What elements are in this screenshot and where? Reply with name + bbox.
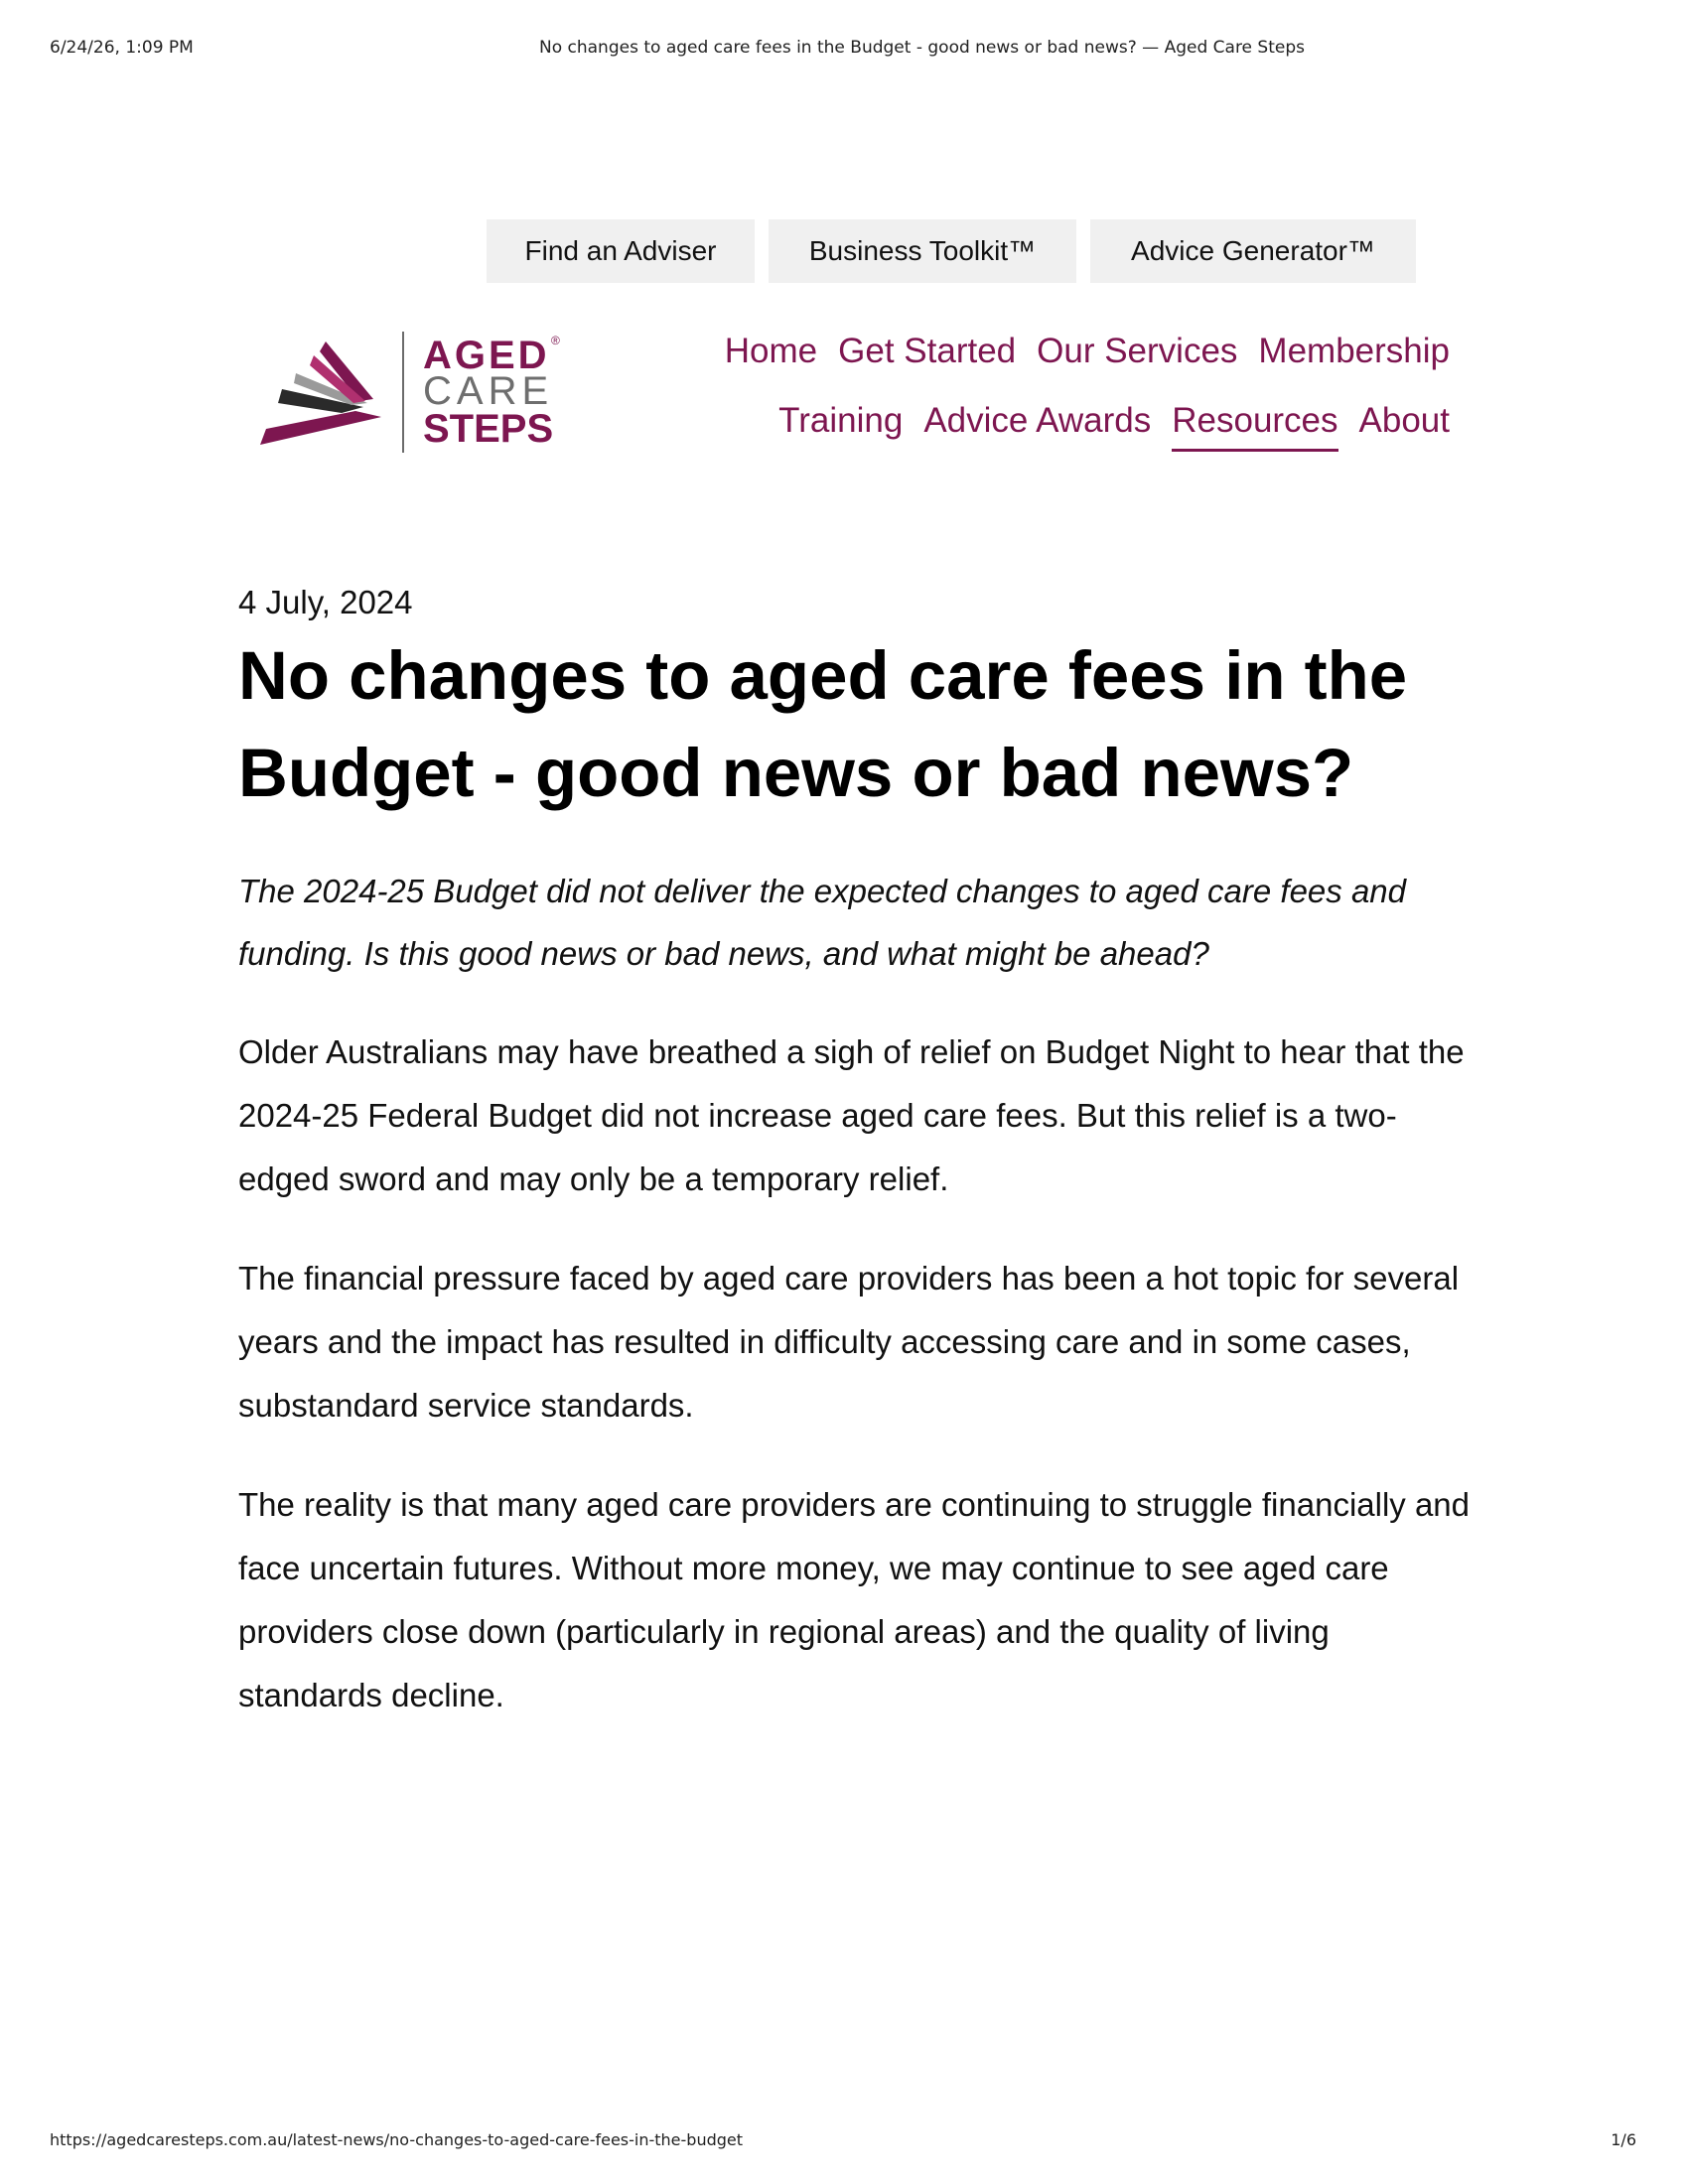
nav-item-our-services[interactable]: Our Services [1037, 332, 1238, 370]
print-page-number: 1/6 [1611, 2130, 1636, 2149]
article-date: 4 July, 2024 [238, 584, 413, 620]
nav-item-training[interactable]: Training [778, 401, 904, 440]
nav-item-advice-awards[interactable]: Advice Awards [923, 401, 1152, 440]
advice-generator-button[interactable]: Advice Generator™ [1090, 219, 1416, 283]
utility-bar [487, 219, 1416, 283]
nav-item-about[interactable]: About [1358, 401, 1450, 440]
print-datetime: 6/24/26, 1:09 PM [50, 38, 194, 58]
find-adviser-button[interactable]: Find an Adviser [487, 219, 755, 283]
logo-steps-icon [256, 338, 385, 447]
main-nav-row-2 [635, 401, 1450, 452]
main-nav [635, 332, 1450, 452]
article-paragraph-2: The financial pressure faced by aged care providers has been a hot topic for several years and the impact has resulted in difficulty accessing care and in some cases, substandard service standards. [238, 1260, 1460, 1424]
nav-item-resources[interactable]: Resources [1172, 401, 1337, 452]
logo-word-care: CARE [423, 369, 554, 413]
site-logo[interactable] [256, 328, 574, 457]
logo-word-steps: STEPS [423, 407, 554, 451]
nav-item-get-started[interactable]: Get Started [838, 332, 1017, 370]
article-paragraph-3: The reality is that many aged care providers are continuing to struggle financially and face uncertain futures. Without more money, we may continue to see aged care providers close down (particularly in regional areas) and the quality of living standards decline. [238, 1486, 1471, 1713]
print-header [0, 38, 1688, 62]
article-lede: The 2024-25 Budget did not deliver the expected changes to aged care fees and funding. Is this good news or bad news, and what might be ahead? [238, 873, 1407, 972]
print-page-title: No changes to aged care fees in the Budget - good news or bad news? — Aged Care Steps [539, 38, 1305, 58]
print-url: https://agedcaresteps.com.au/latest-news/no-changes-to-aged-care-fees-in-the-budget [50, 2130, 744, 2149]
logo-registered-mark: ® [551, 334, 560, 347]
logo-divider [402, 332, 404, 453]
nav-item-membership[interactable]: Membership [1258, 332, 1450, 370]
article [238, 584, 1470, 1727]
nav-item-home[interactable]: Home [724, 332, 818, 370]
article-title: No changes to aged care fees in the Budget - good news or bad news? [238, 637, 1408, 811]
logo-word-aged: AGED [423, 334, 550, 377]
main-nav-row-1 [635, 332, 1450, 379]
business-toolkit-button[interactable]: Business Toolkit™ [769, 219, 1076, 283]
article-paragraph-1: Older Australians may have breathed a sigh of relief on Budget Night to hear that the 2024-25 Federal Budget did not increase aged care fees. But this relief is a two-edged sword and may only be a temporary relief. [238, 1033, 1465, 1197]
